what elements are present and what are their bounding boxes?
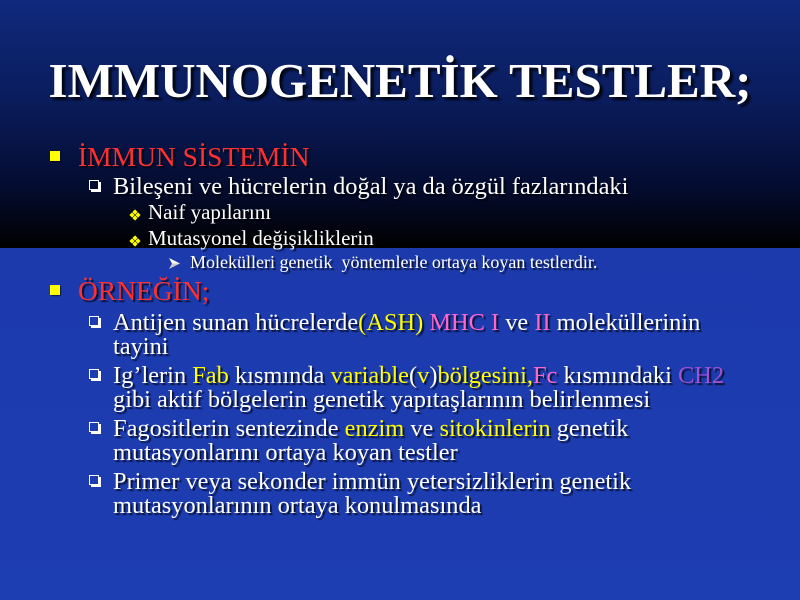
yellow-diamond-bullet-icon bbox=[129, 209, 141, 221]
text-run: genetik bbox=[550, 415, 629, 442]
highlight-term: variable bbox=[330, 362, 409, 389]
arrowhead-bullet-icon bbox=[169, 258, 180, 269]
shadowed-square-bullet-icon bbox=[89, 316, 99, 326]
bullet-text: Bileşeni ve hücrelerin doğal ya da özgül fazlarındaki bbox=[113, 173, 629, 200]
text-run: mutasyonlarını ortaya koyan testler bbox=[113, 439, 458, 466]
text-run: ( bbox=[409, 362, 418, 389]
highlight-term: Fc bbox=[532, 362, 558, 389]
bullet-line bbox=[113, 335, 169, 359]
slide-title: IMMUNOGENETİK TESTLER; bbox=[48, 53, 752, 108]
shadowed-square-bullet-icon bbox=[89, 369, 99, 379]
yellow-square-bullet-icon bbox=[50, 285, 60, 295]
text-run: ve bbox=[404, 415, 440, 442]
bullet-line bbox=[113, 417, 628, 441]
highlight-term: Fab bbox=[192, 362, 229, 389]
text-run: kısmında bbox=[228, 362, 331, 389]
bullet-line bbox=[113, 441, 458, 465]
text-run: Fagositlerin sentezinde bbox=[113, 415, 345, 442]
section-heading: ÖRNEĞİN; bbox=[78, 275, 210, 306]
bullet-line bbox=[113, 311, 700, 335]
yellow-square-bullet-icon bbox=[50, 151, 60, 161]
highlight-term: CH2 bbox=[678, 362, 725, 389]
highlight-term: v bbox=[417, 362, 430, 389]
highlight-term: II bbox=[534, 309, 551, 336]
text-run: mutasyonlarının ortaya konulmasında bbox=[113, 492, 482, 519]
text-run: Ig’lerin bbox=[113, 362, 193, 389]
text-run: gibi aktif bölgelerin genetik yapıtaşlarının belirlenmesi bbox=[113, 386, 651, 413]
text-run: ) bbox=[429, 362, 438, 389]
highlight-term: sitokinlerin bbox=[439, 415, 551, 442]
yellow-diamond-bullet-icon bbox=[129, 235, 141, 247]
title-background-band bbox=[0, 0, 800, 248]
text-run: Primer veya sekonder immün yetersizliklerin genetik bbox=[113, 468, 632, 495]
text-run: tayini bbox=[113, 333, 169, 360]
bullet-line bbox=[113, 364, 724, 388]
bullet-line bbox=[113, 494, 482, 518]
highlight-term: bölgesini, bbox=[437, 362, 533, 389]
shadowed-square-bullet-icon bbox=[89, 422, 99, 432]
text-run: moleküllerinin bbox=[550, 309, 701, 336]
highlight-term: MHC I bbox=[423, 309, 500, 336]
sub-bullet-text: Mutasyonel değişikliklerin bbox=[148, 226, 374, 250]
detail-bullet-text: Molekülleri genetik yöntemlerle ortaya koyan testlerdir. bbox=[190, 252, 598, 272]
highlight-term: (ASH) bbox=[358, 309, 424, 336]
shadowed-square-bullet-icon bbox=[89, 180, 99, 190]
highlight-term: enzim bbox=[344, 415, 405, 442]
text-run: ve bbox=[499, 309, 535, 336]
section-heading: İMMUN SİSTEMİN bbox=[78, 141, 310, 172]
bullet-line bbox=[113, 470, 631, 494]
text-run: Antijen sunan hücrelerde bbox=[113, 309, 359, 336]
bullet-line bbox=[113, 388, 650, 412]
text-run: kısmındaki bbox=[557, 362, 678, 389]
sub-bullet-text: Naif yapılarını bbox=[148, 200, 272, 224]
shadowed-square-bullet-icon bbox=[89, 475, 99, 485]
